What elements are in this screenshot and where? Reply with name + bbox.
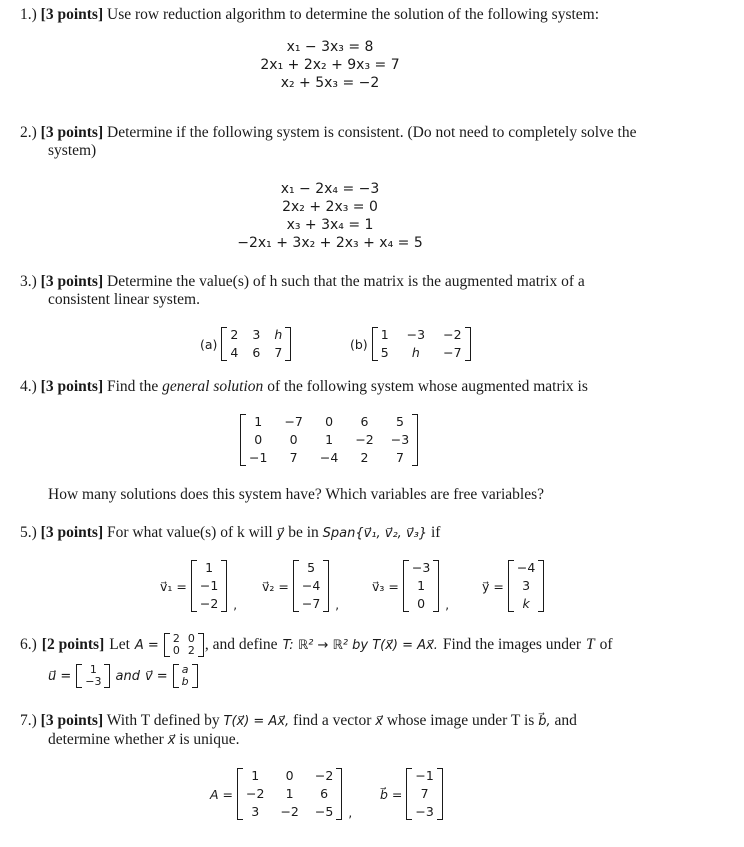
problem-5-points: [3 points] [40,524,104,541]
problem-1-points: [3 points] [40,6,104,23]
cell: 4 [230,345,239,360]
right-bracket [465,327,471,361]
problem-2-number: 2.) [20,124,37,141]
cell: h [411,345,420,360]
problem-5-header [20,524,440,542]
problem-7-number: 7.) [20,712,37,729]
equation: 2x₂ + 2x₃ = 0 [282,199,378,215]
cell: 0 [289,432,298,447]
cell: 7 [289,450,298,465]
cell: 6 [320,786,329,801]
comma: , [445,598,450,612]
cell: 1 [417,578,426,593]
problem-5-number: 5.) [20,524,37,541]
cell: 0 [285,768,294,783]
matrix-A-7 [210,768,352,820]
cell: −2 [280,804,299,819]
cell: −5 [314,804,334,819]
problem-6-text-b: , and define [204,636,278,653]
problem-3-matrix-a [200,327,291,361]
problem-6-text-a: Let [109,636,130,653]
right-bracket [285,327,291,361]
x-vector-symbol: x⃗ [375,714,383,729]
equation: x₃ + 3x₄ = 1 [286,217,374,233]
comma: , [348,806,353,820]
T-symbol: T [586,636,595,653]
v3-label: v⃗₃ = [372,578,399,594]
right-bracket [192,664,198,688]
span-expression: Span{v⃗₁, v⃗₂, v⃗₃} [322,526,428,541]
problem-2-text-cont: system) [48,142,97,159]
vector-b [380,768,443,820]
u-label: u⃗ = [48,668,72,684]
problem-4-text: Find the [107,378,159,395]
vector-u [76,664,110,688]
cell: −2 [443,327,462,342]
problem-6-text-c: Find the images under [442,636,582,653]
problem-1-header [20,6,599,24]
cell: −4 [301,578,321,593]
equation: x₂ + 5x₃ = −2 [280,75,380,91]
right-bracket [538,560,544,612]
problem-2-text: Determine if the following system is consistent. (Do not need to completely solve the [107,124,637,141]
cell: 5 [380,345,389,360]
cell: 6 [252,345,261,360]
cell: 1 [285,786,294,801]
cell: 0 [172,644,180,657]
cell: −7 [301,596,321,611]
right-bracket [221,560,227,612]
cell: −1 [249,450,268,465]
cell: −2 [246,786,265,801]
A-label: A = [210,786,233,802]
vector-grid [412,768,436,820]
part-a-label: (a) [200,336,218,352]
right-bracket [323,560,329,612]
problem-4-augmented-matrix [240,414,418,466]
cell: 2 [187,644,195,657]
cell: 7 [420,786,429,801]
problem-5-text: For what value(s) of k will [107,524,273,541]
b-vector-symbol: b⃗, [538,714,551,729]
cell: −4 [319,450,339,465]
problem-1-system [240,38,420,92]
cell: 1 [205,560,214,575]
cell: −4 [516,560,536,575]
problem-3-number: 3.) [20,273,37,290]
cell: b [181,675,189,688]
cell: 1 [325,432,334,447]
vector-grid [514,560,538,612]
cell: −3 [406,327,426,342]
cell: a [181,663,189,676]
y-vector-symbol: y⃗ [276,526,285,541]
cell: k [522,596,530,611]
matrix-grid [246,414,412,466]
vector-v [173,664,198,688]
cell: 1 [254,414,263,429]
cell: −2 [199,596,219,611]
problem-7-text-c: whose image under T is [386,712,535,729]
problem-1-number: 1.) [20,6,37,23]
T-definition: T(x⃗) = Ax⃗, [223,714,290,729]
cell: −1 [199,578,219,593]
v1-label: v⃗₁ = [160,578,187,594]
problem-1-text: Use row reduction algorithm to determine the solution of the following system: [107,6,600,23]
cell: 1 [89,663,97,676]
problem-7-text-a: With T defined by [106,712,220,729]
problem-4-text-after: of the following system whose augmented matrix is [267,378,588,395]
problem-6-text-of: of [599,636,613,653]
matrix-grid [170,633,198,657]
problem-7-text-cont [48,731,240,749]
problem-6-points: [2 points] [41,636,105,653]
right-bracket [336,768,342,820]
problem-7-points: [3 points] [40,712,104,729]
cell: −3 [415,804,434,819]
right-bracket [104,664,110,688]
problem-5-text-tail: be in [288,524,319,541]
vector-grid [299,560,323,612]
v-label: v⃗ = [144,668,168,684]
cell: 0 [254,432,263,447]
vector-v3 [372,560,449,612]
problem-4-question: How many solutions does this system have? Which variables are free variables? [48,486,544,503]
cell: −2 [355,432,374,447]
vector-grid [409,560,433,612]
cell: −7 [284,414,303,429]
problem-3-text: Determine the value(s) of h such that the matrix is the augmented matrix of a [107,273,585,290]
text: determine whether [48,731,164,748]
cell: −2 [314,768,334,783]
cell: −3 [390,432,410,447]
problem-3-points: [3 points] [40,273,104,290]
problem-4-points: [3 points] [40,378,104,395]
cell: 5 [395,414,404,429]
problem-5-text-if: if [431,524,441,541]
cell: 5 [307,560,316,575]
v2-label: v⃗₂ = [262,578,289,594]
y-label: y⃗ = [482,578,504,594]
A-label: A = [134,637,159,653]
vector-grid [197,560,221,612]
problem-7-header [20,712,577,730]
comma: , [335,598,340,612]
matrix-grid [378,327,465,361]
cell: 2 [360,450,369,465]
text: is unique. [179,731,240,748]
equation: 2x₁ + 2x₂ + 9x₃ = 7 [260,57,400,73]
cell: 3 [251,804,260,819]
problem-4-number: 4.) [20,378,37,395]
problem-6-number: 6.) [20,636,37,653]
vector-y [482,560,544,612]
problem-4-text-emphasis: general solution [162,378,264,395]
problem-2-system [225,180,435,252]
cell: 0 [325,414,334,429]
equation: x₁ − 3x₃ = 8 [286,39,374,55]
vector-grid [179,664,192,688]
vector-v2 [262,560,339,612]
problem-3-matrix-b [350,327,471,361]
problem-6-vectors [48,664,198,688]
problem-3-text-cont: consistent linear system. [48,291,200,308]
cell: −3 [85,675,102,688]
problem-7-text-b: find a vector [293,712,372,729]
vector-v1 [160,560,237,612]
cell: 7 [395,450,404,465]
cell: 0 [187,632,195,645]
problem-2-points: [3 points] [40,124,104,141]
right-bracket [412,414,418,466]
matrix-grid [227,327,285,361]
problem-2-header [20,124,636,142]
T-map: T: ℝ² → ℝ² by T(x⃗) = Ax⃗. [282,637,438,653]
and-text: and [115,668,140,684]
matrix-grid [243,768,336,820]
b-label: b⃗ = [380,786,403,802]
matrix-A [164,633,204,657]
vector-grid [82,664,104,688]
part-b-label: (b) [350,336,368,352]
right-bracket [198,633,204,657]
cell: 6 [360,414,369,429]
right-bracket [437,768,443,820]
cell: 3 [522,578,531,593]
x-vector-symbol: x⃗ [167,733,176,748]
cell: −7 [443,345,462,360]
equation: x₁ − 2x₄ = −3 [280,181,380,197]
cell: 2 [230,327,239,342]
cell: −3 [411,560,431,575]
cell: −1 [415,768,434,783]
cell: 1 [251,768,260,783]
cell: 1 [380,327,389,342]
right-bracket [433,560,439,612]
problem-6-header [20,633,613,657]
problem-7-text-d: and [554,712,577,729]
cell: 3 [252,327,261,342]
equation: −2x₁ + 3x₂ + 2x₃ + x₄ = 5 [237,235,423,251]
cell: 0 [417,596,426,611]
cell: 7 [274,345,283,360]
cell: 2 [172,632,180,645]
problem-4-header [20,378,588,396]
comma: , [233,598,238,612]
cell: h [274,327,283,342]
problem-3-header [20,273,585,291]
